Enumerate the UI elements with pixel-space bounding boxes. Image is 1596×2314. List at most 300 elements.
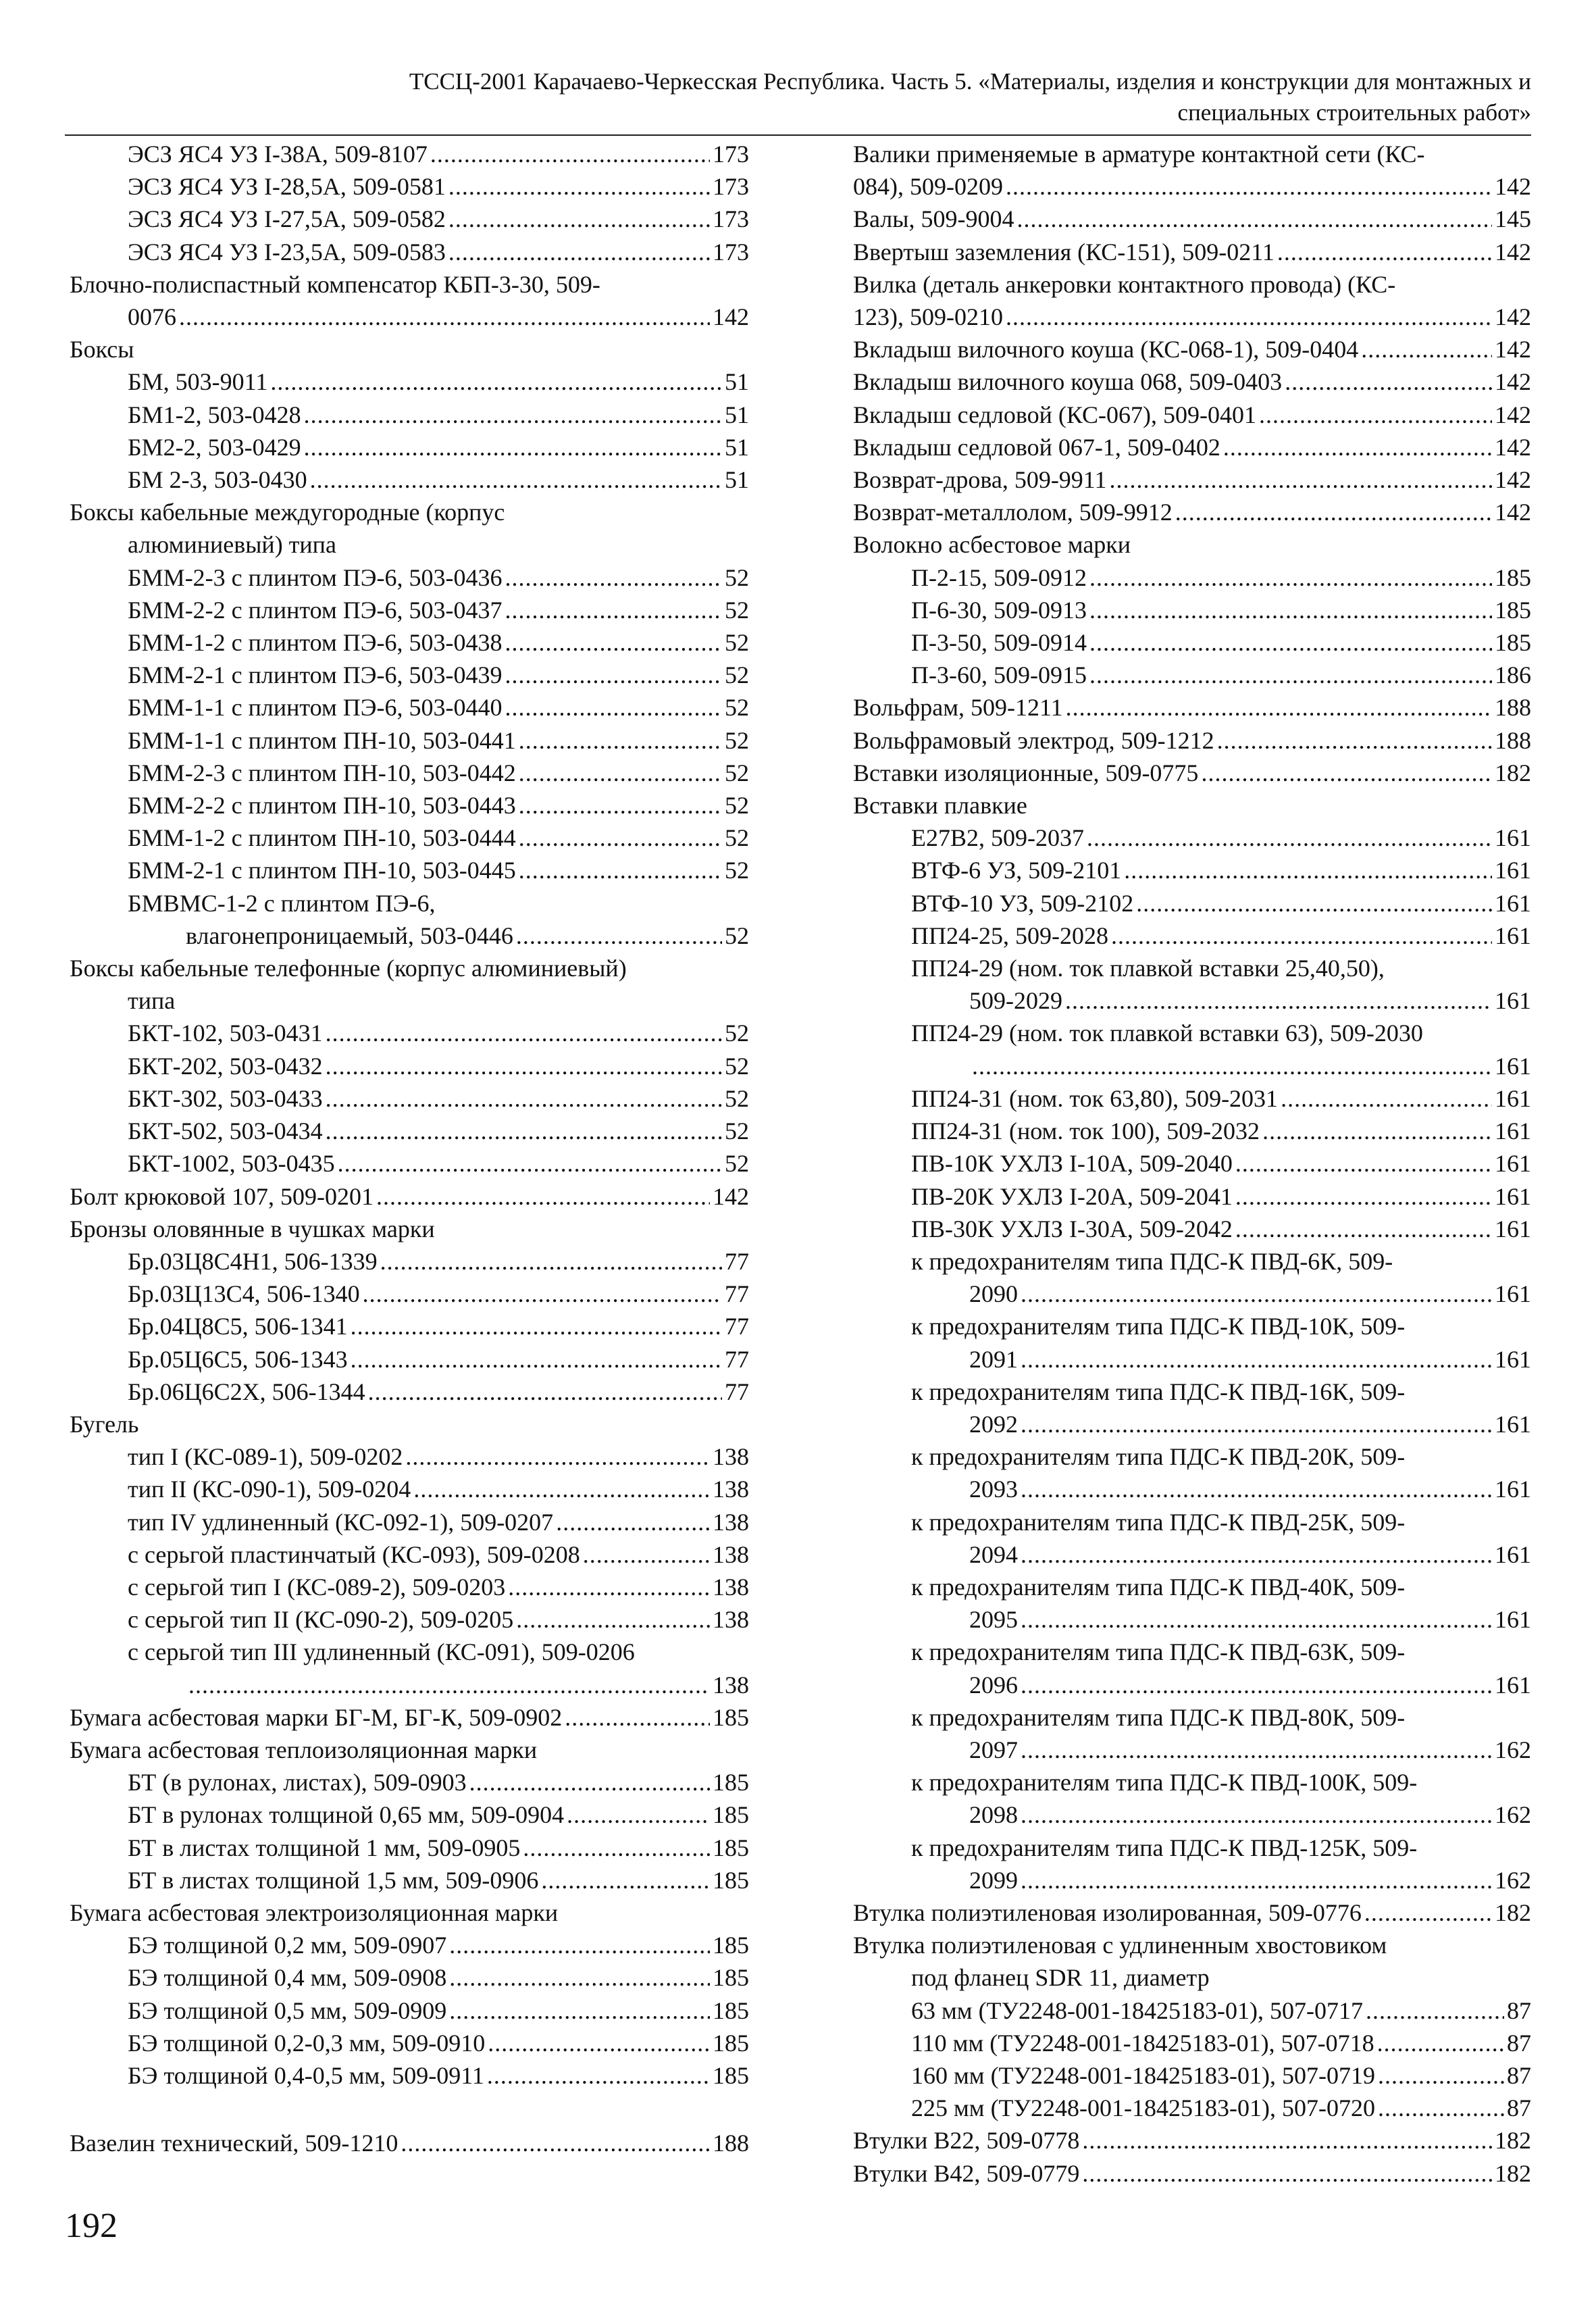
entry-text: Валики применяемые в арматуре контактной сети (КС- — [853, 141, 1425, 168]
dot-leader — [516, 1603, 710, 1636]
entry-heading: Втулка полиэтиленовая с удлиненным хвостовиком — [853, 1932, 1387, 1959]
dot-leader — [1235, 1213, 1492, 1245]
entry-text: БММ-1-2 с плинтом ПЭ-6, 503-0438 — [128, 629, 503, 657]
page-reference: 52 — [725, 922, 749, 949]
page-reference: 182 — [1495, 2159, 1531, 2187]
entry-heading: Боксы кабельные телефонные (корпус алюминиевый) — [70, 955, 627, 982]
entry-text: ЭСЗ ЯС4 УЗ I-27,5А, 509-0582 — [128, 205, 446, 233]
index-entry — [853, 2124, 1531, 2157]
page-reference: 52 — [725, 1052, 749, 1080]
page-reference: 185 — [1495, 629, 1531, 657]
index-entry — [853, 1896, 1531, 1929]
entry-text: БТ в рулонах толщиной 0,65 мм, 509-0904 — [128, 1801, 565, 1829]
entry-text: БММ-1-2 с плинтом ПН-10, 503-0444 — [128, 824, 516, 852]
page-reference: 188 — [713, 2130, 749, 2157]
index-entry — [853, 757, 1531, 789]
page-reference: 161 — [1495, 1606, 1531, 1634]
entry-text: БЭ толщиной 0,2-0,3 мм, 509-0910 — [128, 2029, 486, 2057]
page-reference: 161 — [1495, 1476, 1531, 1503]
index-entry — [70, 1440, 749, 1473]
dot-leader — [1109, 463, 1492, 496]
entry-text: П-2-15, 509-0912 — [911, 563, 1087, 591]
entry-text: БМВМС-1-2 с плинтом ПЭ-6, — [128, 889, 436, 917]
dot-leader — [556, 1506, 710, 1538]
dot-leader — [448, 170, 710, 203]
page-reference: 52 — [725, 759, 749, 786]
entry-text: БКТ-302, 503-0433 — [128, 1084, 323, 1112]
entry-text: 084), 509-0209 — [853, 173, 1003, 201]
entry-text: к предохранителям типа ПДС-К ПВД-25К, 509- — [911, 1508, 1406, 1536]
entry-heading: Вставки плавкие — [853, 792, 1027, 820]
entry-text: ПВ-30К УХЛЗ I-30А, 509-2042 — [911, 1215, 1233, 1242]
entry-text: с серьгой тип II (КС-090-2), 509-0205 — [128, 1606, 514, 1634]
dot-leader — [1111, 920, 1492, 952]
index-entry — [853, 1929, 1531, 1961]
page-reference: 145 — [1495, 205, 1531, 233]
entry-text: БММ-2-2 с плинтом ПН-10, 503-0443 — [128, 792, 516, 820]
dot-leader — [1089, 626, 1492, 659]
index-entry — [853, 1147, 1531, 1180]
page-reference: 52 — [725, 661, 749, 689]
entry-text: Ввертыш заземления (КС-151), 509-0211 — [853, 238, 1275, 266]
page-reference: 87 — [1507, 2094, 1531, 2122]
entry-text: Вставки изоляционные, 509-0775 — [853, 759, 1199, 786]
dot-leader — [1378, 2092, 1504, 2124]
dot-leader — [1366, 1994, 1504, 2027]
index-entry — [853, 789, 1531, 822]
entry-heading: Боксы кабельные междугородные (корпус — [70, 499, 505, 526]
index-entry — [70, 1376, 749, 1408]
entry-heading: Бугель — [70, 1410, 139, 1438]
dot-leader — [368, 1376, 722, 1408]
page-reference: 162 — [1495, 1736, 1531, 1763]
page-reference: 52 — [725, 694, 749, 722]
index-entry — [853, 2027, 1531, 2059]
index-entry — [70, 268, 749, 333]
entry-text: под фланец SDR 11, диаметр — [911, 1964, 1210, 1992]
dot-leader — [304, 399, 722, 431]
index-entry — [853, 952, 1531, 1017]
index-entry — [853, 528, 1531, 561]
entry-text: тип I (КС-089-1), 509-0202 — [128, 1443, 403, 1471]
index-entry — [70, 1310, 749, 1342]
entry-text: 110 мм (ТУ2248-001-18425183-01), 507-0718 — [911, 2029, 1374, 2057]
entry-text: П-6-30, 509-0913 — [911, 596, 1087, 624]
page-reference: 52 — [725, 857, 749, 884]
entry-text: ЭСЗ ЯС4 УЗ I-28,5А, 509-0581 — [128, 173, 446, 201]
entry-text: Возврат-металлолом, 509-9912 — [853, 499, 1173, 526]
entry-text: к предохранителям типа ПДС-К ПВД-80К, 509- — [911, 1703, 1406, 1731]
entry-text: Е27В2, 509-2037 — [911, 824, 1084, 852]
dot-leader — [449, 1994, 710, 2027]
index-entry — [853, 1213, 1531, 1245]
index-entry — [70, 1278, 749, 1310]
index-entry — [853, 1994, 1531, 2027]
dot-leader — [505, 626, 722, 659]
index-entry — [70, 1473, 749, 1505]
entry-text: к предохранителям типа ПДС-К ПВД-40К, 509- — [911, 1573, 1406, 1601]
entry-text: с серьгой пластинчатый (КС-093), 509-0208 — [128, 1540, 580, 1568]
dot-leader — [1136, 887, 1492, 920]
entry-text: БММ-2-2 с плинтом ПЭ-6, 503-0437 — [128, 596, 503, 624]
entry-text: Вольфрамовый электрод, 509-1212 — [853, 726, 1214, 754]
index-entry — [70, 1832, 749, 1864]
index-entry — [70, 1115, 749, 1147]
dot-leader — [1285, 366, 1492, 398]
page-reference: 87 — [1507, 1996, 1531, 2024]
index-entry — [853, 333, 1531, 366]
entry-text: 2093 — [969, 1476, 1018, 1503]
entry-text: Бумага асбестовая марки БГ-М, БГ-К, 509-0902 — [70, 1703, 563, 1731]
entry-text: БТ в листах толщиной 1 мм, 509-0905 — [128, 1834, 521, 1861]
index-entry — [853, 920, 1531, 952]
dot-leader — [523, 1832, 710, 1864]
page-reference: 52 — [725, 824, 749, 852]
page-reference: 161 — [1495, 1345, 1531, 1373]
page-reference: 161 — [1495, 1215, 1531, 1242]
page-reference: 142 — [1495, 433, 1531, 461]
page-reference: 173 — [713, 141, 749, 168]
dot-leader — [519, 854, 722, 886]
page-reference: 142 — [1495, 466, 1531, 494]
page-reference: 138 — [713, 1540, 749, 1568]
entry-text: Вазелин технический, 509-1210 — [70, 2130, 398, 2157]
page-reference: 161 — [1495, 1540, 1531, 1568]
dot-leader — [519, 822, 722, 854]
dot-leader — [505, 691, 722, 724]
page-reference: 161 — [1495, 889, 1531, 917]
page-reference: 52 — [725, 1020, 749, 1047]
index-entry — [70, 561, 749, 594]
entry-text: 2090 — [969, 1280, 1018, 1308]
header-rule — [65, 134, 1531, 136]
dot-leader — [1065, 984, 1492, 1017]
dot-leader — [326, 1115, 722, 1147]
dot-leader — [448, 236, 710, 268]
dot-leader — [1087, 822, 1492, 854]
index-entry — [70, 1050, 749, 1082]
entry-text: 2091 — [969, 1345, 1018, 1373]
dot-leader — [1217, 724, 1492, 757]
index-entry — [853, 1310, 1531, 1375]
dot-leader — [270, 366, 722, 398]
index-entry — [853, 854, 1531, 886]
dot-leader — [326, 1082, 722, 1115]
entry-text: БЭ толщиной 0,4-0,5 мм, 509-0911 — [128, 2061, 484, 2089]
entry-text: к предохранителям типа ПДС-К ПВД-16К, 509- — [911, 1378, 1406, 1405]
page-reference: 138 — [713, 1443, 749, 1471]
index-entry — [853, 496, 1531, 528]
entry-text: к предохранителям типа ПДС-К ПВД-10К, 509- — [911, 1313, 1406, 1340]
dot-leader — [1021, 1864, 1492, 1896]
dot-leader — [1089, 561, 1492, 594]
index-entry — [70, 1082, 749, 1115]
index-entry — [70, 1636, 749, 1701]
dot-leader — [1021, 1408, 1492, 1440]
dot-leader — [1021, 1343, 1492, 1376]
running-header — [65, 66, 1531, 128]
index-entry — [70, 333, 749, 366]
dot-leader — [505, 561, 722, 594]
page-reference: 77 — [725, 1280, 749, 1308]
page-reference: 52 — [725, 629, 749, 657]
entry-text: тип IV удлиненный (КС-092-1), 509-0207 — [128, 1508, 554, 1536]
entry-text: БТ (в рулонах, листах), 509-0903 — [128, 1769, 467, 1796]
index-entry — [70, 854, 749, 886]
dot-leader — [505, 594, 722, 626]
page-reference: 161 — [1495, 1150, 1531, 1178]
dot-leader — [1378, 2059, 1504, 2092]
index-entry — [853, 268, 1531, 333]
dot-leader — [1021, 1799, 1492, 1831]
dot-leader — [1016, 203, 1492, 235]
page-reference: 142 — [713, 1182, 749, 1210]
dot-leader — [519, 789, 722, 822]
dot-leader — [565, 1701, 710, 1734]
index-entry — [70, 1245, 749, 1278]
index-entry — [70, 399, 749, 431]
index-column-right — [853, 138, 1531, 2190]
page-reference: 185 — [713, 2061, 749, 2089]
page-reference: 138 — [713, 1508, 749, 1536]
index-entry — [853, 2157, 1531, 2190]
index-entry — [853, 236, 1531, 268]
index-entry — [70, 1603, 749, 1636]
page-reference: 161 — [1495, 1117, 1531, 1145]
page-reference: 77 — [725, 1345, 749, 1373]
entry-text: БКТ-1002, 503-0435 — [128, 1150, 335, 1178]
index-entry — [70, 431, 749, 463]
index-entry — [70, 1929, 749, 1961]
index-entry — [70, 463, 749, 496]
entry-text: БЭ толщиной 0,5 мм, 509-0909 — [128, 1996, 447, 2024]
dot-leader — [1262, 1115, 1492, 1147]
index-entry — [70, 952, 749, 984]
index-entry — [70, 1734, 749, 1766]
dot-leader — [1082, 2157, 1492, 2190]
page-reference: 77 — [725, 1247, 749, 1275]
page-reference: 185 — [713, 1703, 749, 1731]
page-reference: 185 — [713, 1932, 749, 1959]
entry-text: Вкладыш седловой 067-1, 509-0402 — [853, 433, 1220, 461]
entry-text: ЭСЗ ЯС4 УЗ I-38А, 509-8107 — [128, 141, 428, 168]
entry-text: Бр.06Ц6С2Х, 506-1344 — [128, 1378, 365, 1405]
index-entry — [853, 1245, 1531, 1310]
index-entry — [70, 1961, 749, 1994]
index-entry — [853, 138, 1531, 203]
dot-leader — [505, 659, 722, 691]
entry-text: 2095 — [969, 1606, 1018, 1634]
page-reference: 185 — [713, 1801, 749, 1829]
entry-text: БММ-2-1 с плинтом ПЭ-6, 503-0439 — [128, 661, 503, 689]
page-reference: 52 — [725, 596, 749, 624]
dot-leader — [1223, 431, 1492, 463]
page-reference: 182 — [1495, 1898, 1531, 1926]
dot-leader — [1021, 1278, 1492, 1310]
page-reference: 162 — [1495, 1866, 1531, 1894]
page-reference: 185 — [713, 1866, 749, 1894]
index-entry — [70, 1506, 749, 1538]
page-reference: 161 — [1495, 1671, 1531, 1699]
index-entry — [70, 1213, 749, 1245]
entry-heading: Бронзы оловянные в чушках марки — [70, 1215, 435, 1242]
index-entry — [70, 236, 749, 268]
spacer — [70, 2092, 749, 2127]
entry-text: к предохранителям типа ПДС-К ПВД-6К, 509- — [911, 1247, 1393, 1275]
entry-text: БЭ толщиной 0,4 мм, 509-0908 — [128, 1964, 447, 1992]
index-entry — [70, 1864, 749, 1896]
entry-text: 2098 — [969, 1801, 1018, 1829]
entry-text: Возврат-дрова, 509-9911 — [853, 466, 1107, 494]
page-reference: 185 — [1495, 563, 1531, 591]
dot-leader — [1089, 659, 1492, 691]
dot-leader — [1021, 1538, 1492, 1571]
entry-text: 509-2029 — [969, 987, 1062, 1015]
index-entry — [853, 1832, 1531, 1896]
dot-leader — [326, 1050, 722, 1082]
page-reference: 138 — [713, 1606, 749, 1634]
index-entry — [853, 887, 1531, 920]
entry-text: БКТ-202, 503-0432 — [128, 1052, 323, 1080]
index-entry — [853, 1180, 1531, 1213]
page-reference: 142 — [1495, 368, 1531, 396]
page-reference: 161 — [1495, 1052, 1531, 1080]
dot-leader — [1006, 170, 1492, 203]
page-reference: 182 — [1495, 759, 1531, 786]
page-reference: 142 — [1495, 238, 1531, 266]
index-entry — [853, 366, 1531, 398]
entry-text: ПП24-31 (ном. ток 63,80), 509-2031 — [911, 1084, 1279, 1112]
entry-text: с серьгой тип I (КС-089-2), 509-0203 — [128, 1573, 506, 1601]
index-entry — [853, 399, 1531, 431]
index-entry — [70, 1343, 749, 1376]
index-entry — [70, 789, 749, 822]
index-entry — [70, 138, 749, 170]
entry-text: П-3-50, 509-0914 — [911, 629, 1087, 657]
entry-text: Втулки В22, 509-0778 — [853, 2127, 1080, 2155]
page-reference: 87 — [1507, 2061, 1531, 2089]
page-reference: 77 — [725, 1313, 749, 1340]
entry-heading: Волокно асбестовое марки — [853, 531, 1131, 559]
index-entry — [853, 691, 1531, 724]
index-entry — [853, 431, 1531, 463]
entry-text: алюминиевый) типа — [128, 531, 336, 559]
index-entry — [853, 1440, 1531, 1505]
entry-text: ПВ-10К УХЛЗ I-10А, 509-2040 — [911, 1150, 1233, 1178]
page-reference: 52 — [725, 563, 749, 591]
dot-leader — [1082, 2124, 1492, 2157]
index-entry — [70, 1147, 749, 1180]
dot-leader — [1377, 2027, 1504, 2059]
index-entry — [70, 1766, 749, 1799]
entry-text: БМ, 503-9011 — [128, 368, 268, 396]
page-reference: 51 — [725, 466, 749, 494]
entry-text: 225 мм (ТУ2248-001-18425183-01), 507-0720 — [911, 2094, 1375, 2122]
index-entry — [70, 691, 749, 724]
entry-text: ПП24-31 (ном. ток 100), 509-2032 — [911, 1117, 1260, 1145]
index-entry — [70, 2059, 749, 2092]
index-entry — [853, 1571, 1531, 1636]
dot-leader — [1277, 236, 1492, 268]
entry-text: 123), 509-0210 — [853, 303, 1003, 331]
dot-leader — [972, 1050, 1492, 1082]
index-entry — [853, 1115, 1531, 1147]
index-entry — [853, 2059, 1531, 2092]
page-reference: 51 — [725, 433, 749, 461]
entry-text: БММ-1-1 с плинтом ПН-10, 503-0441 — [128, 726, 516, 754]
index-entry — [70, 496, 749, 528]
page-reference: 142 — [713, 303, 749, 331]
entry-text: 160 мм (ТУ2248-001-18425183-01), 507-0719 — [911, 2061, 1375, 2089]
page-reference: 161 — [1495, 1280, 1531, 1308]
dot-leader — [519, 757, 722, 789]
entry-heading: Бумага асбестовая теплоизоляционная марки — [70, 1736, 538, 1763]
entry-text: 2097 — [969, 1736, 1018, 1763]
entry-text: к предохранителям типа ПДС-К ПВД-63К, 509- — [911, 1638, 1406, 1666]
entry-text: к предохранителям типа ПДС-К ПВД-100К, 509- — [911, 1769, 1418, 1796]
page-reference: 188 — [1495, 726, 1531, 754]
index-entry — [70, 1701, 749, 1734]
page-reference: 52 — [725, 726, 749, 754]
index-entry — [70, 2027, 749, 2059]
dot-leader — [541, 1864, 710, 1896]
page-reference: 161 — [1495, 1182, 1531, 1210]
index-entry — [853, 561, 1531, 594]
dot-leader — [380, 1245, 722, 1278]
index-entry — [70, 170, 749, 203]
page-reference: 77 — [725, 1378, 749, 1405]
dot-leader — [351, 1343, 722, 1376]
entry-text: ПП24-29 (ном. ток плавкой вставки 25,40,50), — [911, 955, 1385, 982]
entry-text: БКТ-502, 503-0434 — [128, 1117, 323, 1145]
entry-text: с серьгой тип III удлиненный (КС-091), 509-0206 — [128, 1638, 635, 1666]
entry-text: ПП24-29 (ном. ток плавкой вставки 63), 509-2030 — [911, 1020, 1423, 1047]
page-reference: 173 — [713, 173, 749, 201]
index-entry — [853, 1082, 1531, 1115]
dot-leader — [449, 1961, 710, 1994]
entry-text: Вкладыш вилочного коуша 068, 509-0403 — [853, 368, 1283, 396]
entry-text: к предохранителям типа ПДС-К ПВД-125К, 509- — [911, 1834, 1418, 1861]
dot-leader — [1364, 1896, 1492, 1929]
dot-leader — [1089, 594, 1492, 626]
page-reference: 173 — [713, 205, 749, 233]
entry-text: Бр.03Ц13С4, 506-1340 — [128, 1280, 360, 1308]
entry-text: 2092 — [969, 1410, 1018, 1438]
dot-leader — [1259, 399, 1492, 431]
index-entry — [853, 626, 1531, 659]
entry-text: Вкладыш вилочного коуша (КС-068-1), 509-0404 — [853, 336, 1359, 363]
entry-text: 63 мм (ТУ2248-001-18425183-01), 507-0717 — [911, 1996, 1363, 2024]
dot-leader — [310, 463, 722, 496]
index-entry — [70, 659, 749, 691]
dot-leader — [508, 1571, 710, 1603]
dot-leader — [448, 203, 710, 235]
entry-text: БМ1-2, 503-0428 — [128, 401, 301, 428]
page-reference: 52 — [725, 1150, 749, 1178]
entry-text: Вольфрам, 509-1211 — [853, 694, 1063, 722]
entry-text: БКТ-102, 503-0431 — [128, 1020, 323, 1047]
index-entry — [70, 1799, 749, 1831]
header-line-1: ТССЦ-2001 Карачаево-Черкесская Республика. Часть 5. «Материалы, изделия и конструкции для монтажных и — [409, 68, 1531, 95]
entry-text: 2094 — [969, 1540, 1018, 1568]
entry-text: 2096 — [969, 1671, 1018, 1699]
dot-leader — [1066, 691, 1492, 724]
header-line-2: специальных строительных работ» — [1177, 99, 1531, 126]
entry-text: Втулка полиэтиленовая изолированная, 509-0776 — [853, 1898, 1362, 1926]
page-number: 192 — [65, 2207, 118, 2245]
page-reference: 185 — [713, 1964, 749, 1992]
entry-heading: Боксы — [70, 336, 134, 363]
